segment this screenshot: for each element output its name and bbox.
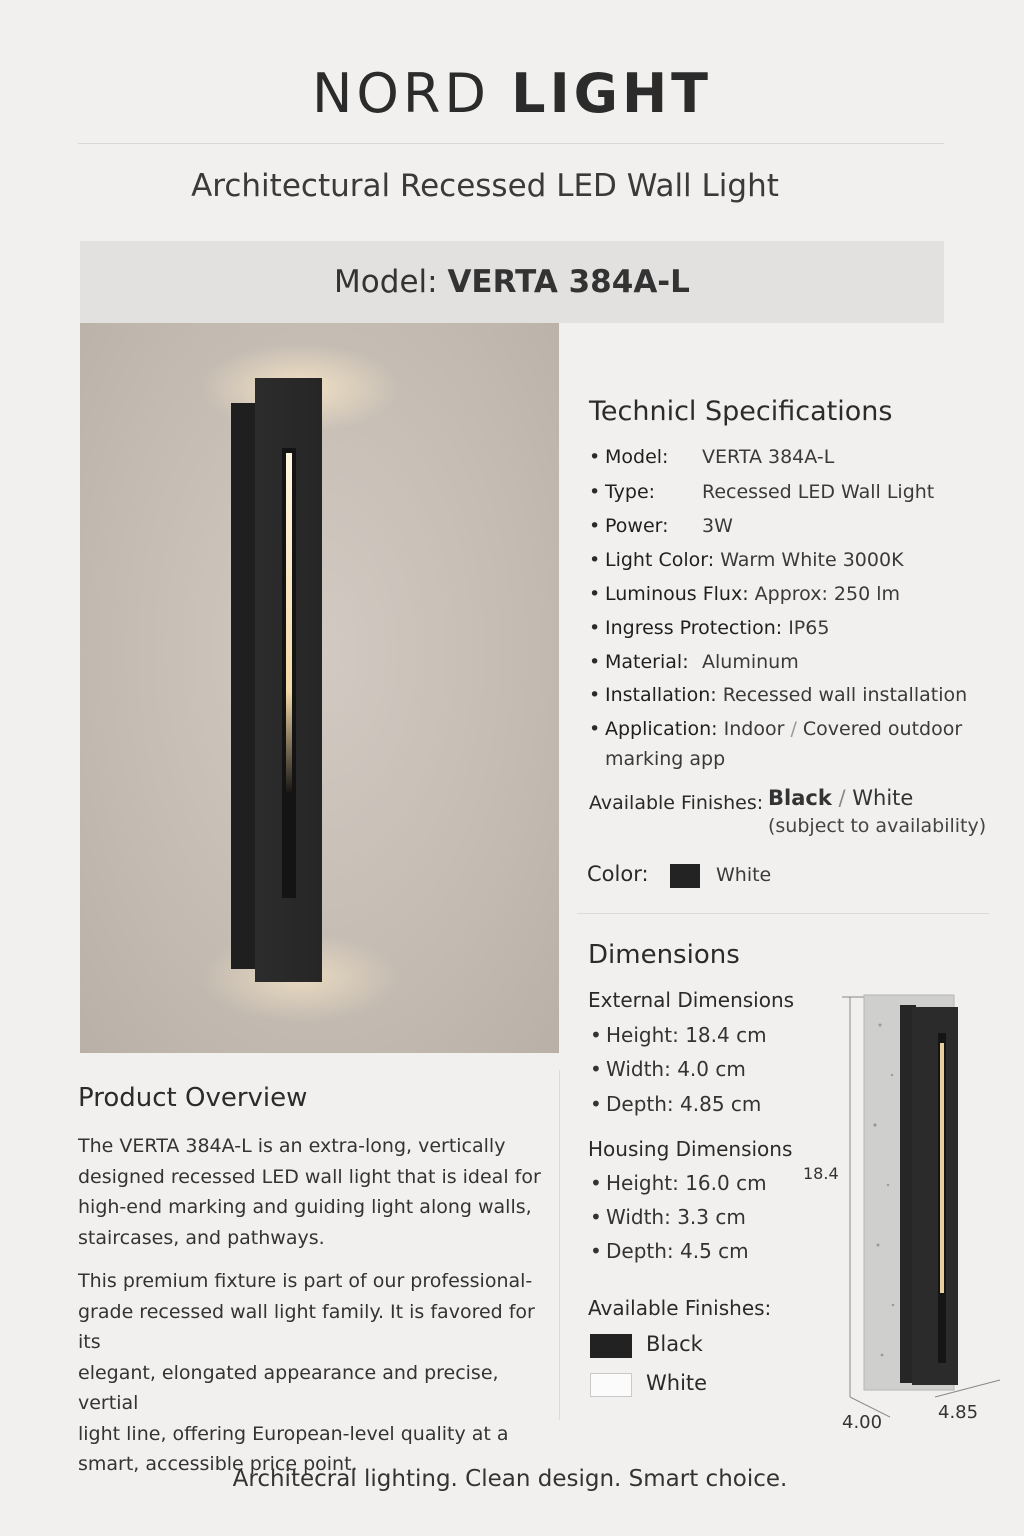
- finish-swatch-white-label: White: [646, 1371, 708, 1395]
- model-banner: [80, 241, 944, 323]
- footer-tagline: Architecral lighting. Clean design. Smart choice.: [232, 1466, 788, 1492]
- diagram-width-label: 4.00: [842, 1412, 883, 1433]
- header-divider: [78, 143, 944, 144]
- page-subtitle: Architectural Recessed LED Wall Light: [191, 168, 779, 204]
- finishes-values: [768, 786, 913, 810]
- overview-title: Product Overview: [78, 1083, 308, 1113]
- spec-row-material: • Material: Aluminum: [589, 651, 799, 673]
- brand-name-part1: NORD: [311, 62, 490, 125]
- external-dimensions-title: External Dimensions: [588, 988, 795, 1012]
- overview-paragraph-1: The VERTA 384A-L is an extra-long, vertically designed recessed LED wall light that is ideal for high-end marking and guiding light along walls, staircases, and pathways.: [78, 1135, 541, 1249]
- available-finishes-label: Available Finishes:: [588, 1296, 772, 1320]
- section-divider: [577, 913, 989, 914]
- spec-row-luminous-flux: • Luminous Flux: Approx: 250 lm: [589, 583, 901, 605]
- fixture-light-line: [286, 453, 292, 793]
- external-dim-row: • Width: 4.0 cm: [590, 1057, 746, 1081]
- finish-swatch-white: [590, 1373, 632, 1397]
- spec-row-power: • Power: 3W: [589, 515, 733, 537]
- dimension-diagram: [803, 985, 1020, 1435]
- housing-dimensions-title: Housing Dimensions: [588, 1137, 793, 1161]
- color-value: White: [716, 864, 772, 886]
- diagram-fixture-face: [912, 1007, 958, 1385]
- diagram-height-label: 18.4: [803, 1164, 839, 1183]
- specs-title: Technicl Specifications: [589, 396, 893, 427]
- spec-row-light-color: • Light Color: Warm White 3000K: [589, 549, 904, 571]
- finish-white: White: [852, 786, 914, 810]
- finishes-note: (subject to availability): [768, 815, 987, 837]
- color-label: Color:: [587, 862, 649, 886]
- spec-row-application: • Application: Indoor / Covered outdoor: [589, 718, 963, 740]
- model-value: VERTA 384A-L: [447, 264, 690, 300]
- column-divider: [559, 1070, 560, 1420]
- spec-row-model: • Model: VERTA 384A-L: [589, 446, 835, 468]
- dimensions-title: Dimensions: [588, 940, 740, 970]
- spec-row-ingress: • Ingress Protection: IP65: [589, 617, 830, 639]
- color-swatch: [670, 864, 700, 888]
- model-heading: [80, 241, 944, 323]
- brand-name-part2: LIGHT: [511, 62, 713, 125]
- product-photo: [80, 323, 559, 1053]
- housing-dim-row: • Depth: 4.5 cm: [590, 1239, 749, 1263]
- spec-row-application-cont: marking app: [605, 748, 726, 770]
- external-dim-row: • Height: 18.4 cm: [590, 1023, 767, 1047]
- housing-dim-row: • Width: 3.3 cm: [590, 1205, 746, 1229]
- housing-dim-row: • Height: 16.0 cm: [590, 1171, 767, 1195]
- finish-swatch-black: [590, 1334, 632, 1358]
- brand-logo: [0, 62, 1024, 125]
- finishes-label: Available Finishes:: [589, 792, 764, 814]
- external-dim-row: • Depth: 4.85 cm: [590, 1092, 762, 1116]
- finish-separator: /: [838, 786, 846, 810]
- overview-paragraph-2: This premium fixture is part of our professional- grade recessed wall light family. It is favored for its elegant, elongated appearance and precise, vertial light line, offering European-level quality at a smart, accessible price point.: [78, 1270, 535, 1475]
- model-label: Model:: [334, 264, 438, 300]
- diagram-light-line: [940, 1043, 944, 1293]
- spec-row-type: • Type: Recessed LED Wall Light: [589, 481, 935, 503]
- spec-row-installation: • Installation: Recessed wall installation: [589, 684, 968, 706]
- diagram-depth-label: 4.85: [938, 1402, 979, 1423]
- finish-swatch-black-label: Black: [646, 1332, 703, 1356]
- finish-black: Black: [768, 786, 832, 810]
